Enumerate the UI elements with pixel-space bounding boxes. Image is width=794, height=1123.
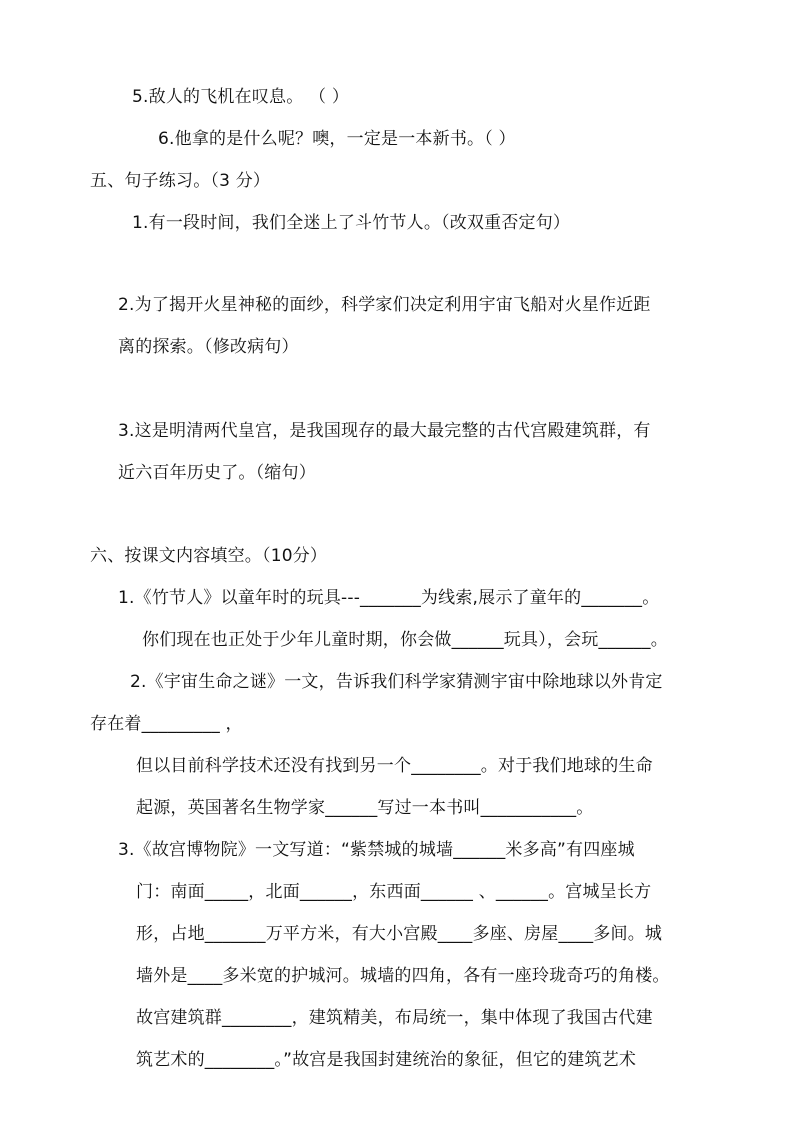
sentence-question-2-line2: 离的探索。（修改病句） — [118, 337, 299, 357]
fill-blank-line: 故宫建筑群________，建筑精美，布局统一，集中体现了我国古代建 — [136, 1008, 653, 1028]
sentence-question-3-line1: 3.这是明清两代皇宫，是我国现存的最大最完整的古代宫殿建筑群，有 — [118, 421, 651, 441]
fill-blank-line: 筑艺术的________。”故宫是我国封建统治的象征，但它的建筑艺术 — [136, 1050, 637, 1070]
section-heading-5: 五、句子练习。（3 分） — [90, 171, 271, 191]
section-heading-6: 六、按课文内容填空。（10分） — [90, 546, 328, 566]
sentence-question-1: 1.有一段时间，我们全迷上了斗竹节人。（改双重否定句） — [132, 213, 571, 233]
fill-blank-line: 门：南面_____，北面______，东西面______ 、______。宫城呈长方 — [136, 882, 652, 902]
exercise-item-5: 5.敌人的飞机在叹息。 （ ） — [132, 87, 350, 107]
fill-blank-line: 存在着_________ ， — [90, 714, 243, 734]
fill-blank-line: 形，占地_______万平方米，有大小宫殿____多座、房屋____多间。城 — [136, 924, 663, 944]
fill-blank-line: 起源，英国著名生物学家______写过一本书叫___________。 — [136, 798, 594, 818]
fill-blank-line: 但以目前科学技术还没有找到另一个________。对于我们地球的生命 — [136, 756, 653, 776]
exercise-item-6: 6.他拿的是什么呢？噢，一定是一本新书。（ ） — [158, 129, 516, 149]
fill-blank-line: 3.《故宫博物院》一文写道：“紫禁城的城墙______米多高”有四座城 — [118, 840, 635, 860]
fill-blank-line: 2.《宇宙生命之谜》一文，告诉我们科学家猜测宇宙中除地球以外肯定 — [130, 672, 663, 692]
sentence-question-3-line2: 近六百年历史了。（缩句） — [118, 463, 316, 483]
sentence-question-2-line1: 2.为了揭开火星神秘的面纱，科学家们决定利用宇宙飞船对火星作近距 — [118, 295, 651, 315]
fill-blank-line: 墙外是____多米宽的护城河。城墙的四角，各有一座玲珑奇巧的角楼。 — [136, 966, 670, 986]
fill-blank-line: 1.《竹节人》以童年时的玩具---_______为线索,展示了童年的_______。 — [118, 588, 660, 608]
fill-blank-line: 你们现在也正处于少年儿童时期，你会做______玩具），会玩______。 — [142, 630, 668, 650]
